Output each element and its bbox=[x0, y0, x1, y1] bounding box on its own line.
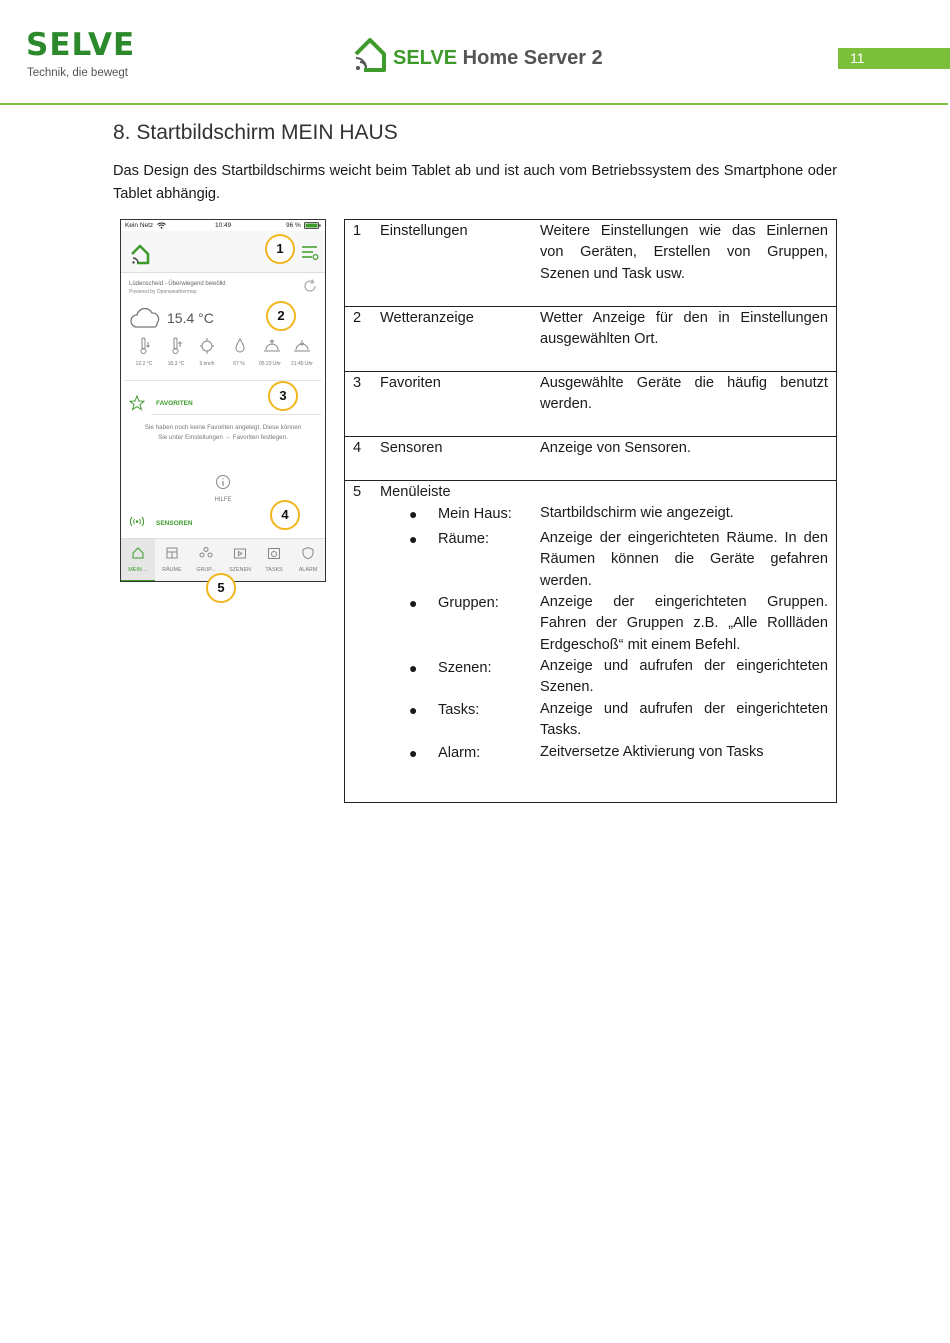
product-brand: SELVE bbox=[393, 47, 458, 69]
bullet: ● bbox=[409, 745, 418, 761]
thermometer-max-icon bbox=[169, 337, 183, 355]
weather-source: Powered by Openweathermap bbox=[129, 289, 197, 295]
table-row bbox=[345, 437, 836, 481]
table-row bbox=[345, 372, 836, 437]
row-number: 1 bbox=[353, 223, 362, 239]
tab-raeume[interactable] bbox=[155, 539, 189, 582]
sunset-icon bbox=[293, 337, 311, 355]
weather-sunrise: 05:23 Uhr bbox=[259, 361, 281, 367]
table-row-menu bbox=[345, 481, 836, 802]
row-name: Wetteranzeige bbox=[380, 310, 474, 326]
settings-menu-icon[interactable] bbox=[301, 243, 319, 261]
menu-item-description: Anzeige der eingerichteten Räume. In den Räumen können die Geräte gefahren werden. bbox=[540, 530, 828, 589]
favorites-empty-message: Sie haben noch keine Favoriten angelegt. Diese können Sie unter Einstellungen → Favoriten festlegen. bbox=[144, 424, 302, 441]
home-icon bbox=[131, 546, 145, 560]
tab-mein-haus[interactable] bbox=[121, 539, 155, 582]
wifi-icon bbox=[157, 222, 166, 229]
weather-temp-min: 12.2 °C bbox=[135, 361, 153, 367]
row-number: 5 bbox=[353, 484, 362, 500]
weather-location: Lüdenscheid - Überwiegend bewölkt bbox=[129, 281, 226, 287]
table-row bbox=[345, 220, 836, 307]
row-number: 3 bbox=[353, 375, 362, 391]
row-number: 2 bbox=[353, 310, 362, 326]
tab-label: TASKS bbox=[265, 567, 283, 573]
menu-item-description: Startbildschirm wie angezeigt. bbox=[540, 505, 734, 521]
menu-item-description: Anzeige der eingerichteten Gruppen. Fahren der Gruppen z.B. „Alle Rollläden Erdgeschoß“ mit einem Befehl. bbox=[540, 594, 828, 653]
app-home-logo-icon bbox=[128, 242, 152, 266]
row-description: Wetter Anzeige für den in Einstellungen ausgewählten Ort. bbox=[540, 310, 828, 348]
tab-alarm[interactable] bbox=[291, 539, 325, 582]
brand-tagline: Technik, die bewegt bbox=[27, 67, 129, 79]
weather-humidity: 67 % bbox=[233, 361, 245, 367]
bullet: ● bbox=[409, 531, 418, 547]
star-icon bbox=[129, 395, 145, 411]
home-server-logo-icon bbox=[350, 34, 390, 76]
section-title: 8. Startbildschirm MEIN HAUS bbox=[113, 121, 398, 144]
intro-paragraph: Das Design des Startbildschirms weicht beim Tablet ab und ist auch vom Betriebssystem des Smartphone oder Tablet abhängig. bbox=[113, 163, 837, 202]
tab-label: SZENEN bbox=[229, 567, 251, 573]
callout-3: 3 bbox=[268, 381, 298, 411]
divider bbox=[151, 414, 321, 415]
weather-temp-max: 18.3 °C bbox=[167, 361, 185, 367]
page-number: 11 bbox=[838, 48, 950, 69]
temperature-value: 15.4 °C bbox=[167, 310, 214, 326]
battery-icon bbox=[304, 222, 322, 229]
menu-item-name: Gruppen: bbox=[438, 595, 499, 611]
help-label[interactable]: HILFE bbox=[214, 497, 232, 503]
favorites-label: FAVORITEN bbox=[156, 400, 193, 407]
description-table bbox=[344, 219, 837, 803]
sensors-label: SENSOREN bbox=[156, 520, 193, 527]
divider bbox=[125, 380, 321, 381]
bullet: ● bbox=[409, 595, 418, 611]
menu-item-name: Mein Haus: bbox=[438, 506, 512, 522]
menu-item-name: Tasks: bbox=[438, 702, 480, 718]
sensor-icon bbox=[129, 515, 145, 529]
row-number: 4 bbox=[353, 440, 362, 456]
scenes-icon bbox=[233, 546, 247, 560]
row-name: Sensoren bbox=[380, 440, 443, 456]
humidity-drop-icon bbox=[233, 337, 247, 355]
alarm-shield-icon bbox=[301, 546, 315, 560]
menu-item-name: Szenen: bbox=[438, 660, 492, 676]
tab-label: MEIN ... bbox=[128, 567, 148, 573]
row-name: Favoriten bbox=[380, 375, 441, 391]
callout-2: 2 bbox=[266, 301, 296, 331]
weather-wind: 9 km/h bbox=[199, 361, 215, 367]
table-row bbox=[345, 307, 836, 372]
tab-label: ALARM bbox=[298, 567, 318, 573]
wind-icon bbox=[199, 337, 215, 355]
callout-5: 5 bbox=[206, 573, 236, 603]
menu-item-name: Alarm: bbox=[438, 745, 481, 761]
menu-item-description: Zeitversetze Aktivierung von Tasks bbox=[540, 744, 764, 760]
tab-tasks[interactable] bbox=[257, 539, 291, 582]
tab-label: GRUP... bbox=[196, 567, 216, 573]
brand-logo-text: SELVE bbox=[26, 27, 136, 63]
menu-item-description: Anzeige und aufrufen der eingerichteten Szenen. bbox=[540, 658, 828, 696]
status-time: 10:49 bbox=[215, 222, 232, 229]
cloud-icon bbox=[129, 306, 163, 330]
row-name: Einstellungen bbox=[380, 223, 468, 239]
header-divider bbox=[0, 103, 948, 105]
bullet: ● bbox=[409, 660, 418, 676]
refresh-icon[interactable] bbox=[302, 278, 318, 294]
thermometer-min-icon bbox=[137, 337, 151, 355]
rooms-icon bbox=[165, 546, 179, 560]
menu-item-name: Räume: bbox=[438, 531, 490, 547]
status-carrier: Kein Netz bbox=[125, 222, 154, 229]
document-title bbox=[393, 45, 603, 71]
info-icon[interactable] bbox=[215, 474, 231, 490]
row-description: Weitere Einstellungen wie das Einlernen von Geräten, Erstellen von Gruppen, Szenen und Task usw. bbox=[540, 223, 828, 282]
callout-1: 1 bbox=[265, 234, 295, 264]
menu-item-description: Anzeige und aufrufen der eingerichteten Tasks. bbox=[540, 701, 828, 739]
row-description: Ausgewählte Geräte die häufig benutzt werden. bbox=[540, 375, 828, 413]
tab-label: RÄUME bbox=[162, 567, 182, 573]
groups-icon bbox=[199, 546, 213, 560]
bullet: ● bbox=[409, 702, 418, 718]
tasks-calendar-icon bbox=[267, 546, 281, 560]
callout-4: 4 bbox=[270, 500, 300, 530]
bullet: ● bbox=[409, 506, 418, 522]
row-description: Anzeige von Sensoren. bbox=[540, 440, 691, 456]
sunrise-icon bbox=[263, 337, 281, 355]
status-battery: 96 % bbox=[286, 222, 301, 229]
product-name: Home Server 2 bbox=[462, 47, 603, 69]
weather-sunset: 21:45 Uhr bbox=[291, 361, 313, 367]
row-name: Menüleiste bbox=[380, 484, 451, 500]
